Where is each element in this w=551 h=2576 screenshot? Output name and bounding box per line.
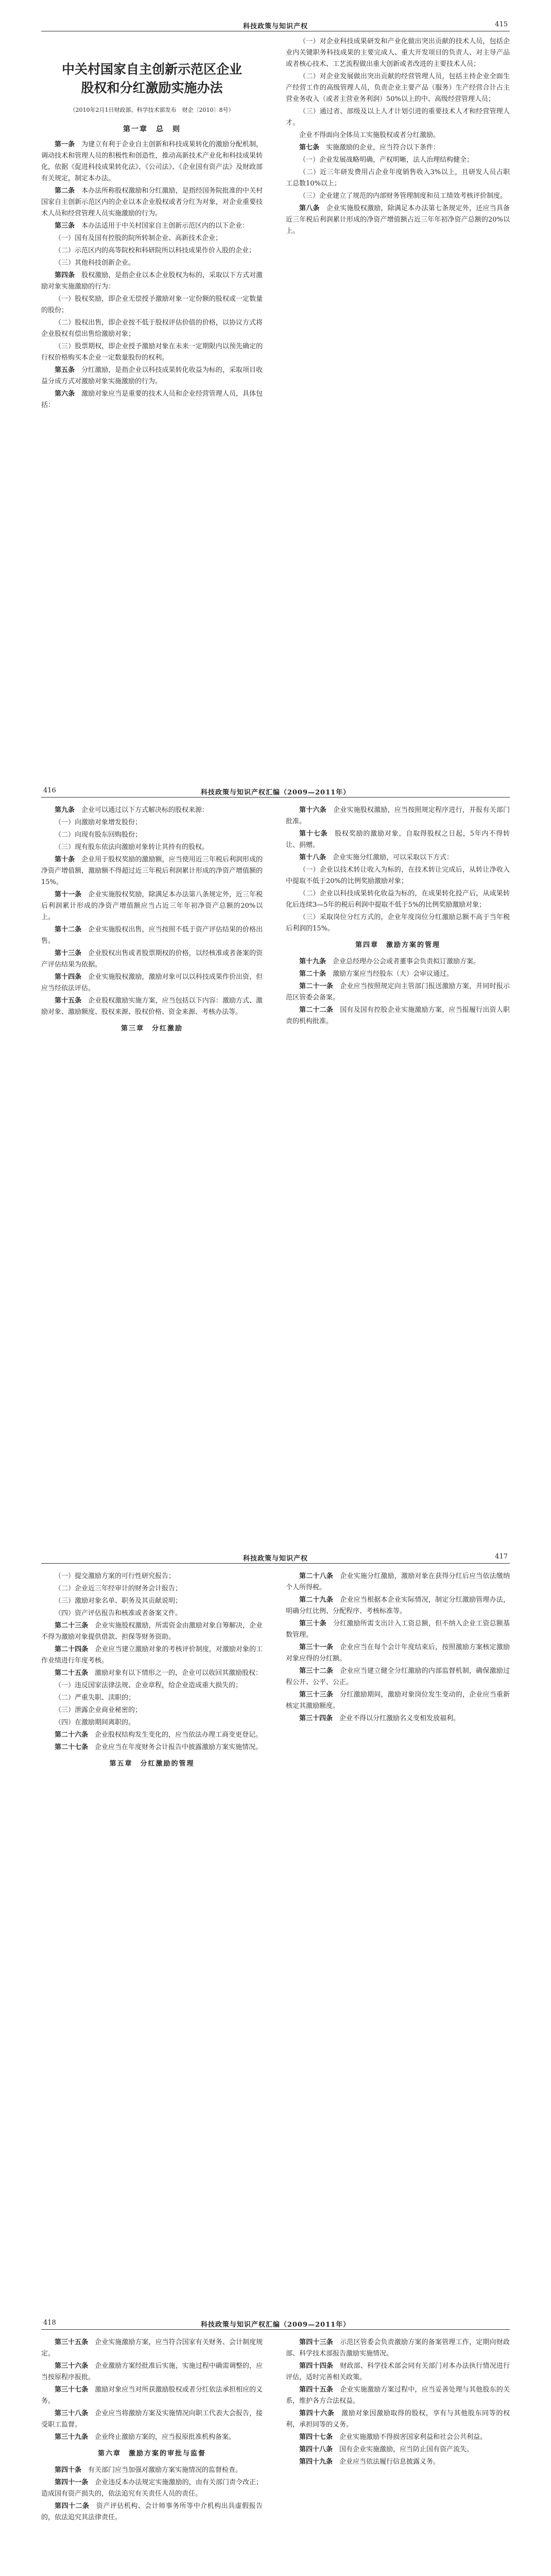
paragraph: 第三十四条 企业不得以分红激励名义变相发放福利。 [299, 1715, 460, 1722]
page-number: 417 [495, 1553, 508, 1561]
paragraph: （一）企业以技术转让收入为标的，在技术转让完成后，从转让净收入中提取不低于20%的比例奖励激励对象； [286, 866, 510, 885]
paragraph: 第六条 激励对象应当是重要的技术人员和企业经营管理人员，具体包括： [41, 390, 263, 409]
paragraph: （四）资产评估报告和核准或者备案文件。 [55, 1609, 182, 1617]
running-title: 科技政策与知识产权 [243, 1555, 308, 1563]
paragraph: 第十一条 企业实施股权奖励，除满足本办法第八条规定外，近三年税后利润累计形成的净资产增值额应当占近三年年初净资产总额的20%以上。 [41, 891, 263, 921]
page-417 [0, 1532, 551, 2298]
paragraph: 第七条 实施激励的企业，应当符合以下条件： [299, 144, 440, 151]
paragraph: 第三十八条 企业应当将激励方案及实施情况向职工代表大会报告，接受职工监督。 [41, 2410, 263, 2429]
paragraph: 第十九条 企业总经理办公会或者董事会负责拟订激励方案。 [299, 958, 480, 965]
paragraph: 第十条 企业用于股权奖励的激励额，应当使用近三年税后利润形成的净资产增值额，激励额不得超过近三年税后利润累计形成的净资产增值额的15%。 [41, 856, 263, 886]
chapter-heading: 第四章 激励方案的管理 [355, 941, 440, 949]
right-column [286, 2337, 510, 2469]
page-number: 415 [495, 21, 508, 28]
paragraph: 第八条 企业实施股权激励，除满足本办法第七条规定外，还应当具备近三年税后利润累计形成的净资产增值额占近三年年初净资产总额的20%以上。 [286, 205, 510, 235]
paragraph: （三）激励对象名单、职务及其贡献说明； [55, 1597, 182, 1605]
paragraph: （二）对企业发展做出突出贡献的经营管理人员，包括主持企业全面生产经营工作的高级管理人员，负责企业主要产品（服务）生产经营合计占主营业务收入（或者主营业务利润）50%以上的中、高级经营管理人员； [286, 73, 510, 103]
paragraph: 第十四条 企业实施股权激励，激励对象可以以科技成果作价出资，但应当经依法评估。 [41, 973, 263, 992]
page-header [41, 786, 510, 798]
paragraph: 第四十九条 企业应当依法履行信息披露义务。 [299, 2458, 440, 2466]
paragraph: （二）严重失职、渎职的； [55, 1694, 135, 1702]
paragraph: （二）向现有股东回购股份； [55, 831, 142, 839]
paragraph: （一）国有及国有控股的院所转制企业、高新技术企业； [55, 234, 222, 242]
paragraph: （三）其他科技创新企业。 [55, 259, 135, 267]
paragraph: 第十七条 股权奖励的激励对象，自取得股权之日起，5年内不得转让、捐赠。 [286, 830, 510, 849]
paragraph: 第三十七条 激励对象应当对所获激励股权或者分红依法承担相应的义务。 [41, 2386, 263, 2405]
running-title: 科技政策与知识产权汇编（2009—2011年） [200, 789, 351, 796]
paragraph: 第三条 本办法适用于中关村国家自主创新示范区内的以下企业： [55, 222, 249, 230]
running-title: 科技政策与知识产权 [243, 23, 308, 30]
paragraph: 第四十二条 资产评估机构、会计师事务所等中介机构出具虚假报告的，依法追究其法律责任。 [41, 2502, 263, 2521]
paragraph: 第二十九条 企业应当根据本企业实际情况，制定分红激励管理办法，明确分红比例、分配程序、考核标准等。 [286, 1596, 510, 1615]
paragraph: （一）股权奖励，即企业无偿授予激励对象一定份额的股权或一定数量的股份； [41, 295, 263, 314]
paragraph: 第三十五条 企业实施激励方案，应当符合国家有关财务、会计制度规定。 [41, 2338, 263, 2358]
paragraph: 第四十一条 企业违反本办法规定实施激励的，由有关部门责令改正；造成国有资产损失的，依法追究有关责任人员的责任。 [41, 2479, 263, 2498]
page-header [41, 1552, 510, 1564]
paragraph: （一）提交激励方案的可行性研究报告； [55, 1572, 176, 1580]
chapter-heading: 第六章 激励方案的审批与监督 [97, 2450, 206, 2458]
document-title-line1: 中关村国家自主创新示范区企业 [61, 62, 242, 77]
paragraph: 第二十四条 企业应当建立激励对象的考核评价制度，对激励对象的工作业绩进行年度考核。 [41, 1646, 263, 1665]
right-column [286, 1571, 510, 1725]
paragraph: 第四十三条 示范区管委会负责激励方案的备案管理工作，定期向财政部、科学技术部报告激励实施情况。 [286, 2338, 510, 2358]
paragraph: （三）现有股东依法向激励对象转让其持有的股权。 [55, 843, 209, 851]
paragraph: 第四条 股权激励，是指企业以本企业股权为标的，采取以下方式对激励对象实施激励的行为： [41, 272, 263, 291]
page-416 [0, 766, 551, 1532]
paragraph: 第二十七条 企业应当在年度财务会计报告中披露激励方案实施情况。 [55, 1743, 263, 1751]
document-title-line2: 股权和分红激励实施办法 [81, 80, 223, 95]
page-number: 416 [43, 787, 56, 794]
page-header [41, 2318, 510, 2330]
paragraph: 第九条 企业可以通过以下方式解决标的股权来源： [55, 806, 209, 814]
paragraph: 第五条 分红激励，是指企业以科技成果转化收益为标的，采取项目收益分成方式对激励对象实施激励的行为。 [41, 366, 263, 385]
paragraph: （一）对企业科技成果研发和产业化做出突出贡献的技术人员，包括企业内关键职务科技成果的主要完成人、重大开发项目的负责人、对主导产品或者核心技术、工艺流程做出重大创新或者改进的主要技术人员； [286, 38, 510, 68]
paragraph: （二）企业近三年经审计的财务会计报告； [55, 1585, 182, 1592]
paragraph: （一）企业发展战略明确，产权明晰，法人治理结构健全； [299, 156, 474, 164]
paragraph: 第三十三条 分红激励期间，激励对象岗位发生变动的，企业应当重新核定其激励额度。 [286, 1691, 510, 1710]
paragraph: （一）违反国家法律法规、企业章程，给企业造成重大损失的； [55, 1682, 243, 1689]
paragraph: 第十二条 企业实施股权出售，应当按照不低于资产评估结果的价格出售。 [41, 926, 263, 945]
document-subtitle: （2010年2月1日财政部、科学技术部发布 财企〔2010〕8号） [70, 107, 234, 113]
paragraph: 第二十三条 企业实施股权激励，所需资金由激励对象自筹解决，企业不得为激励对象提供借款、担保等财务资助。 [41, 1622, 263, 1641]
paragraph: 第十五条 企业股权激励实施方案，应当包括以下内容：激励方式、激励对象、激励额度、股权来源、股权价格、资金来源、考核办法等。 [41, 997, 263, 1016]
running-title: 科技政策与知识产权汇编（2009—2011年） [200, 2321, 351, 2329]
paragraph: （二）股权出售，即企业按不低于股权评估价值的价格，以协议方式将企业股权有偿出售给激励对象； [41, 319, 263, 338]
paragraph: （三）股票期权，即企业授予激励对象在未来一定期限内以预先确定的行权价格购买本企业一定数量股份的权利。 [41, 343, 263, 362]
chapter-heading: 第五章 分红激励的管理 [109, 1760, 195, 1768]
paragraph: （三）通过省、部级及以上人才计划引进的重要技术人才和经营管理人才。 [286, 108, 510, 127]
right-column [286, 36, 510, 238]
right-column [286, 805, 510, 1028]
left-column [41, 1571, 263, 1775]
paragraph: 第二十一条 企业应当按照规定向主管部门报送激励方案，并同时报示范区管委会备案。 [286, 982, 510, 1002]
paragraph: （三）泄露企业商业秘密的； [55, 1706, 142, 1714]
chapter-heading: 第一章 总 则 [123, 125, 181, 133]
chapter-heading: 第三章 分红激励 [120, 1025, 183, 1032]
paragraph: 第四十四条 财政部、科学技术部会同有关部门对本办法执行情况进行评估，适时完善相关政策。 [286, 2362, 510, 2381]
paragraph: 第十八条 企业实施分红激励，可以采取以下方式： [299, 854, 454, 861]
paragraph: 第二十六条 企业股权结构发生变化的，应当依法办理工商变更登记。 [55, 1731, 263, 1739]
paragraph: 第四十条 有关部门应当加强对激励方案实施情况的监督检查。 [55, 2466, 243, 2474]
paragraph: 第四十八条 国有企业实施激励，应当防止国有资产流失。 [299, 2446, 474, 2453]
paragraph: 第三十条 分红激励所需支出计入工资总额，但不纳入企业工资总额基数管理。 [286, 1620, 510, 1639]
paragraph: 第十三条 企业股权出售或者股票期权的价格，以经核准或者备案的资产评估结果为依据。 [41, 950, 263, 969]
paragraph: （四）在激励期间离职的。 [55, 1719, 135, 1726]
paragraph: 第一条 为建立有利于企业自主创新和科技成果转化的激励分配机制，调动技术和管理人员的积极性和创造性，推动高新技术产业化和科技成果转化，依据《促进科技成果转化法》、《公司法》、《企业国有资产法》及财政部有关规定，制定本办法。 [41, 141, 263, 182]
paragraph: （三）采取岗位分红方式的，企业年度岗位分红激励总额不高于当年税后利润的15%。 [286, 913, 510, 933]
paragraph: 第二十条 激励方案应当经股东（大）会审议通过。 [299, 970, 454, 978]
page-415 [0, 0, 551, 766]
paragraph: （一）向激励对象增发股份； [55, 819, 142, 826]
paragraph: （二）近三年研发费用占企业年度销售收入3%以上，且研发人员占职工总数10%以上； [286, 168, 510, 188]
paragraph: 企业不得面向全体员工实施股权或者分红激励。 [299, 131, 440, 139]
paragraph: 第二十二条 国有及国有控股企业实施激励方案，应当报履行出资人职责的机构批准。 [286, 1006, 510, 1025]
paragraph: 第三十二条 企业应当建立健全分红激励的内部监督机制，确保激励过程公开、公平、公正。 [286, 1667, 510, 1686]
paragraph: 第三十一条 企业应当在每个会计年度结束后，按照激励方案核定激励对象应得的分红额。 [286, 1643, 510, 1663]
paragraph: 第二十五条 激励对象有以下情形之一的，企业可以收回其激励股权： [55, 1669, 263, 1677]
paragraph: 第四十七条 企业实施激励不得损害国家利益和社会公共利益。 [299, 2433, 487, 2441]
paragraph: 第二条 本办法所称股权激励和分红激励，是指经国务院批准的中关村国家自主创新示范区内的企业以本企业股权或者分红为对象，对企业重要技术人员和经营管理人员实施激励的行为。 [41, 187, 263, 217]
left-column [41, 805, 263, 1040]
page-number: 418 [43, 2319, 56, 2327]
page-418 [0, 2298, 551, 2576]
paragraph: （二）示范区内的高等院校和科研院所以科技成果作价入股的企业； [55, 247, 256, 255]
paragraph: 第四十六条 激励对象因激励取得的股权，享有与其他股东同等的权利，承担同等的义务。 [286, 2410, 510, 2429]
paragraph: 第十六条 企业实施股权激励，应当按照规定程序进行，并报有关部门批准。 [286, 806, 510, 825]
paragraph: （三）企业建立了规范的内部财务管理制度和员工绩效考核评价制度。 [299, 192, 507, 200]
paragraph: 第二十八条 企业实施分红激励，激励对象在获得分红后应当依法缴纳个人所得税。 [286, 1572, 510, 1591]
paragraph: （二）企业以科技成果转化收益为标的，在成果转化投产后，从成果转化后连续3—5年的税后利润中提取不低于5%的比例奖励激励对象； [286, 890, 510, 909]
paragraph: 第三十九条 企业终止激励方案的，应当报原批准机构备案。 [55, 2433, 236, 2441]
page-header [41, 20, 510, 31]
paragraph: 第三十六条 企业激励方案经批准后实施，实施过程中确需调整的，应当按原程序报批。 [41, 2362, 263, 2381]
left-column [41, 2337, 263, 2524]
left-column [41, 139, 263, 412]
paragraph: 第四十五条 企业实施激励方案过程中，应当妥善处理与其他股东的关系，维护各方合法权益。 [286, 2386, 510, 2405]
